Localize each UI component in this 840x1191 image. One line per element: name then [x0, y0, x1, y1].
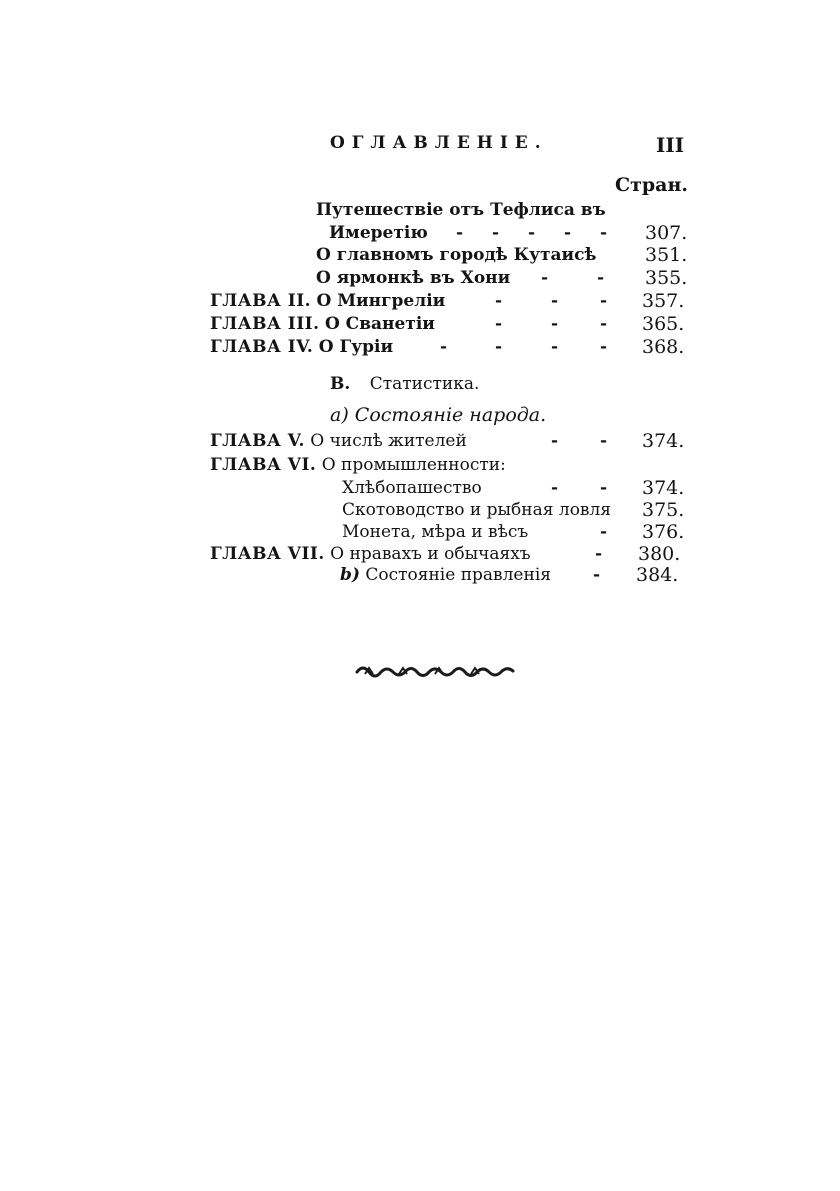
toc-entry: [316, 244, 688, 266]
leader-dash: -: [564, 223, 572, 243]
toc-chapter-entry: [210, 543, 684, 565]
leader-dash: -: [495, 337, 503, 357]
leader-dash: -: [551, 478, 559, 498]
toc-entry-text: О нравахъ и обычаяхъ: [330, 544, 531, 564]
toc-entry-journey-line1: Путешествіе отъ Тефлиса въ: [316, 200, 606, 220]
toc-entry-text: О Сванетіи: [324, 314, 435, 334]
toc-page-number: 357.: [642, 290, 685, 312]
leader-dash: -: [595, 544, 603, 564]
chapter-label: ГЛАВА III.: [210, 314, 320, 334]
section-heading: [330, 374, 479, 394]
toc-chapter-entry: [210, 313, 684, 335]
toc-chapter-entry: [210, 430, 684, 452]
toc-entry: [342, 477, 684, 499]
toc-entry-journey-line2: [329, 222, 688, 244]
leader-dash: -: [600, 314, 608, 334]
toc-page-number: 355.: [645, 267, 688, 289]
toc-entry: [342, 499, 684, 521]
leader-dash: -: [600, 478, 608, 498]
toc-chapter-entry: [210, 290, 684, 312]
toc-entry-text: Скотоводство и рыбная ловля: [342, 500, 612, 520]
leader-dash: -: [492, 223, 500, 243]
toc-entry-text: О Мингреліи: [316, 291, 446, 311]
chapter-label: ГЛАВА VI.: [210, 455, 317, 475]
toc-page-number: 365.: [642, 313, 685, 335]
toc-page-number: 376.: [642, 521, 685, 543]
toc-page-number: 374.: [642, 430, 685, 452]
toc-subsection-entry: [340, 564, 684, 586]
leader-dash: -: [551, 337, 559, 357]
toc-entry-text: О промышленности:: [321, 455, 506, 475]
leader-dash: -: [593, 565, 601, 585]
section-title: Статистика.: [369, 374, 480, 394]
toc-page-number: 380.: [638, 543, 681, 565]
toc-entry-text: О главномъ городѣ Кутаисѣ: [316, 245, 597, 265]
leader-dash: -: [495, 291, 503, 311]
leader-dash: -: [456, 223, 464, 243]
chapter-label: ГЛАВА VII.: [210, 544, 325, 564]
toc-entry-text: О ярмонкѣ въ Хони: [316, 268, 511, 288]
page-header-title: ОГЛАВЛЕНІЕ.: [330, 133, 548, 153]
toc-chapter-entry: [210, 454, 506, 476]
leader-dash: -: [600, 223, 608, 243]
leader-dash: -: [551, 314, 559, 334]
toc-page-number: 375.: [642, 499, 685, 521]
leader-dash: -: [495, 314, 503, 334]
toc-chapter-entry: [210, 336, 684, 358]
toc-page-number: 307.: [645, 222, 688, 244]
ornament-divider-icon: [355, 662, 515, 682]
chapter-label: ГЛАВА IV.: [210, 337, 314, 357]
chapter-label: ГЛАВА II.: [210, 291, 312, 311]
leader-dash: -: [600, 291, 608, 311]
toc-page-number: 351.: [645, 244, 688, 266]
subsection-letter: b): [340, 565, 360, 585]
page-column-header: Стран.: [615, 174, 689, 196]
leader-dash: -: [528, 223, 536, 243]
section-letter: B.: [330, 374, 351, 394]
toc-page-number: 374.: [642, 477, 685, 499]
toc-entry-text: Имеретію: [329, 223, 428, 243]
toc-entry: [316, 267, 688, 289]
toc-entry: [342, 521, 684, 543]
toc-page-number: 368.: [642, 336, 685, 358]
toc-entry-text: Хлѣбопашество: [342, 478, 482, 498]
toc-entry-text: О числѣ жителей: [310, 431, 467, 451]
toc-page-number: 384.: [636, 564, 679, 586]
toc-entry-text: О Гуріи: [318, 337, 394, 357]
leader-dash: -: [551, 431, 559, 451]
chapter-label: ГЛАВА V.: [210, 431, 305, 451]
leader-dash: -: [551, 291, 559, 311]
toc-entry-text: Монета, мѣра и вѣсъ: [342, 522, 529, 542]
leader-dash: -: [541, 268, 549, 288]
leader-dash: -: [600, 431, 608, 451]
leader-dash: -: [600, 337, 608, 357]
page-number: III: [656, 133, 685, 157]
leader-dash: -: [440, 337, 448, 357]
leader-dash: -: [597, 268, 605, 288]
toc-entry-text: Состояніе правленія: [365, 565, 551, 585]
subsection-heading: а) Состояніе народа.: [330, 404, 547, 426]
leader-dash: -: [600, 522, 608, 542]
